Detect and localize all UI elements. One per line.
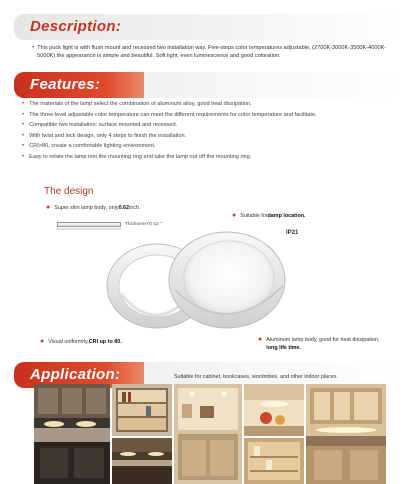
kitchen-wide-photo	[306, 384, 386, 484]
bookcase-photo	[112, 384, 172, 436]
bullet-icon: ●	[258, 336, 263, 343]
ip-rating: IP21	[286, 230, 299, 236]
thin-profile-bar	[57, 222, 121, 227]
cri-callout: ● Visual uniformity, CRI up to 80.	[40, 338, 122, 345]
feature-item: • The three-level adjustable color temperature can meet the different requirements for color temperature and facilitate.	[22, 111, 317, 118]
feature-item: • CRI>80, create a comfortable lighting environment.	[22, 143, 156, 150]
feature-item: • With twist and lock design, only 4 steps to finish the installation.	[22, 132, 187, 139]
thickness-label: Thickness<0.62 "	[125, 222, 162, 227]
description-header	[14, 14, 404, 40]
bullet-icon: •	[32, 45, 35, 51]
puck-light-illustration	[95, 228, 295, 336]
bullet-icon: •	[22, 143, 25, 150]
features-heading: Features:	[30, 76, 101, 93]
kitchen-photo	[34, 384, 110, 484]
cabinet-photo	[174, 384, 242, 484]
application-photos	[0, 384, 416, 484]
aluminum-callout: ● Aluminum lamp body, good for heat dissipation, long life time.	[258, 336, 380, 351]
description-body: This puck light is with flush mount and recessed two installation way. Five-steps color temperatures adjustable, (2700K-3000K-3500K-4000K-5000K) the appearance is simple and beautiful. Soft light, even luminescence and good coloration.	[37, 45, 387, 60]
bullet-icon: •	[22, 111, 25, 118]
design-title: The design	[44, 186, 94, 197]
application-note: Suitable for cabinet, bookcases, wordrobes, and other indoor places.	[174, 374, 338, 380]
damp-callout: ● Suitable for damp location.	[232, 212, 306, 219]
description-text	[32, 44, 402, 61]
shelf-photo	[244, 438, 304, 484]
description-heading: Description:	[30, 18, 122, 35]
bullet-icon: ●	[232, 212, 237, 219]
bullet-icon: •	[22, 122, 25, 129]
bullet-icon: •	[22, 153, 25, 160]
bullet-icon: •	[22, 132, 25, 139]
bullet-icon: ●	[40, 338, 45, 345]
kitchen-bright-photo	[244, 384, 304, 436]
feature-item: • The materials of the lamp select the combination of aluminum alloy, good heat dissipation.	[22, 101, 252, 107]
bullet-icon: •	[22, 101, 25, 107]
slim-callout: ● Super slim lamp body, only 0.62 inch.	[46, 204, 141, 211]
features-list	[22, 100, 406, 164]
counter-photo	[112, 438, 172, 484]
feature-item: • Easy to rotate the lamp into the mounting ring and take the lamp out off the mounting ring.	[22, 153, 252, 160]
bullet-icon: ●	[46, 204, 51, 211]
application-heading: Application:	[30, 366, 121, 383]
features-header	[14, 72, 404, 98]
feature-item: • Compatible two installation: surface mounted and recessed.	[22, 122, 178, 129]
